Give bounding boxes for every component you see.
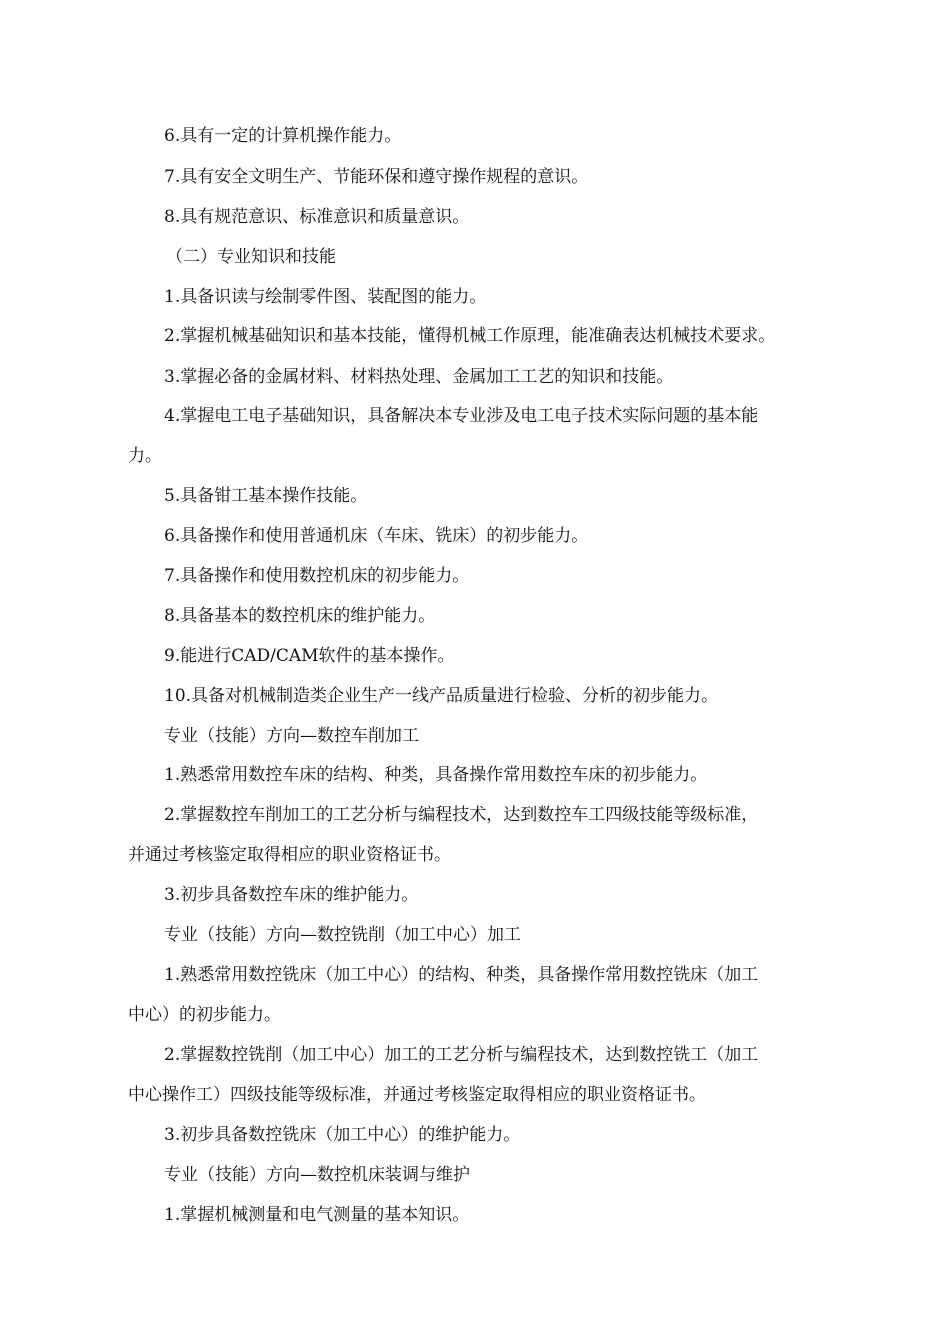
text-line: 8.具有规范意识、标准意识和质量意识。 — [164, 207, 470, 227]
text-line: 6.具有一定的计算机操作能力。 — [164, 126, 402, 146]
text-line: 2.掌握数控车削加工的工艺分析与编程技术，达到数控车工四级技能等级标准， — [164, 805, 759, 825]
text-line: 并通过考核鉴定取得相应的职业资格证书。 — [128, 845, 451, 865]
text-line: 1.具备识读与绘制零件图、装配图的能力。 — [164, 287, 487, 307]
section-heading: 专业（技能）方向—数控车削加工 — [164, 726, 419, 746]
text-line: 中心操作工）四级技能等级标准，并通过考核鉴定取得相应的职业资格证书。 — [128, 1085, 706, 1105]
text-line: 7.具备操作和使用数控机床的初步能力。 — [164, 566, 470, 586]
text-line: 3.初步具备数控铣床（加工中心）的维护能力。 — [164, 1125, 521, 1145]
section-heading: 专业（技能）方向—数控机床装调与维护 — [164, 1165, 470, 1185]
text-line: 2.掌握数控铣削（加工中心）加工的工艺分析与编程技术，达到数控铣工（加工 — [164, 1045, 759, 1065]
text-line: 2.掌握机械基础知识和基本技能，懂得机械工作原理，能准确表达机械技术要求。 — [164, 326, 776, 346]
text-line: 4.掌握电工电子基础知识，具备解决本专业涉及电工电子技术实际问题的基本能 — [164, 406, 759, 426]
text-line: 1.熟悉常用数控车床的结构、种类，具备操作常用数控车床的初步能力。 — [164, 765, 708, 785]
text-line: 6.具备操作和使用普通机床（车床、铣床）的初步能力。 — [164, 526, 589, 546]
text-line: 9.能进行CAD/CAM软件的基本操作。 — [164, 646, 455, 666]
text-line: 力。 — [128, 446, 162, 466]
text-line: 5.具备钳工基本操作技能。 — [164, 486, 368, 506]
text-line: 3.掌握必备的金属材料、材料热处理、金属加工工艺的知识和技能。 — [164, 367, 674, 387]
text-line: 7.具有安全文明生产、节能环保和遵守操作规程的意识。 — [164, 167, 589, 187]
text-line: 中心）的初步能力。 — [128, 1005, 281, 1025]
section-heading: （二）专业知识和技能 — [166, 247, 336, 267]
text-line: 8.具备基本的数控机床的维护能力。 — [164, 606, 436, 626]
text-line: 3.初步具备数控车床的维护能力。 — [164, 885, 419, 905]
text-line: 1.掌握机械测量和电气测量的基本知识。 — [164, 1205, 470, 1225]
section-heading: 专业（技能）方向—数控铣削（加工中心）加工 — [164, 925, 521, 945]
text-line: 10.具备对机械制造类企业生产一线产品质量进行检验、分析的初步能力。 — [164, 686, 719, 706]
text-line: 1.熟悉常用数控铣床（加工中心）的结构、种类，具备操作常用数控铣床（加工 — [164, 965, 759, 985]
